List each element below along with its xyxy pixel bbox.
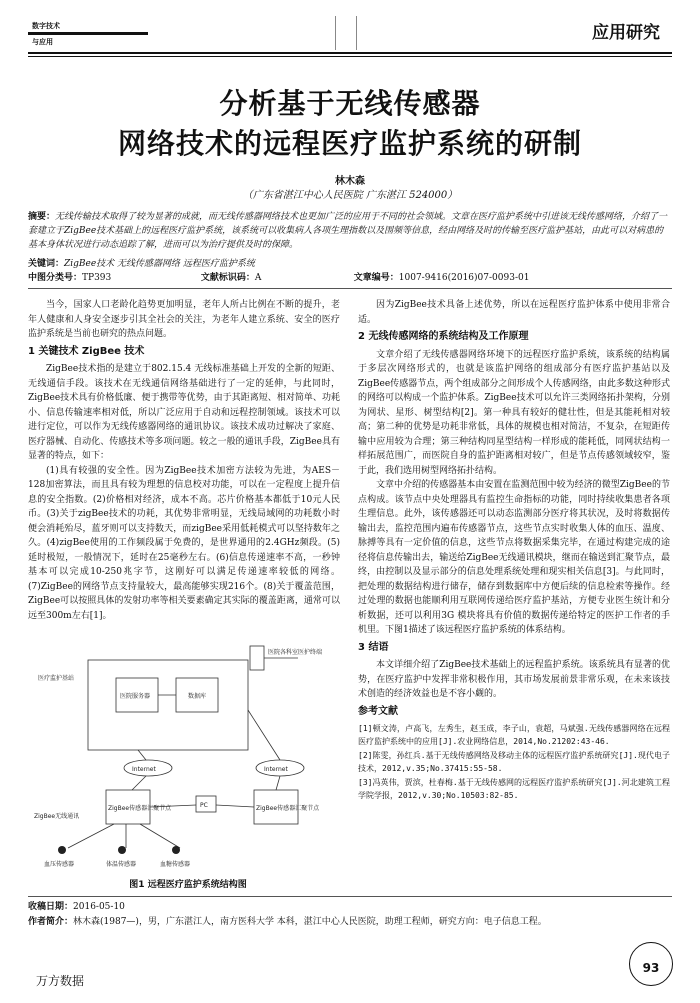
abstract-label: 摘要：	[28, 212, 56, 222]
bio-line	[28, 915, 547, 930]
title-line-2: 网络技术的远程医疗监护系统的研制	[117, 127, 582, 160]
affiliation: （广东省湛江中心人民医院 广东湛江 524000）	[242, 190, 458, 201]
sensor-dot-1	[58, 846, 66, 854]
label-sensor-2: 体温传感器	[106, 861, 137, 868]
section-2-paragraph-1: 文章介绍了无线传感器网络环境下的远程医疗监护系统，该系统的结构属于多层次网络形式的，也就是该监护网络的组成部分有医疗监护基站以及ZigBee传感器节点，两个组成部分之间形成个人传感网络，由此多数这种形式的网络可以构成一个监护体系。ZigBee技术可以允许三类网络拓扑架构，分别为网状、星形、树型结构[2]。第一种具有较好的健壮性，但是其能耗相对较高；第二种的优势是功耗非常低，具体的规模也相对简洁，不复杂，在短距传输中应用较为合理；第三种结构同星型结构一样形成的能耗低，同网状结构一样拓展范围广，而医院自身的监护距离相对较广，但是节点传感领域较窄，鉴于此，我们选用树型网络拓扑结构。	[358, 349, 670, 476]
label-internet-2: Internet	[264, 766, 288, 773]
sensor-dot-2	[118, 846, 126, 854]
station-box	[88, 660, 248, 750]
bio-label: 作者简介：	[28, 917, 74, 927]
section-1-paragraph-1: ZigBee技术指的是建立于802.15.4 无线标准基础上开发的全新的短距、无线通信手段。该技术在无线通信网络基础进行了一定的延伸，与此同时，ZigBee技术具有价格低廉、便于携带等优势，由于其距离短、相对简单、功耗小、信息传输速率相对低，所以广泛应用于自动和远程控制领域。该技术可以进行定位，可以作为无线传感器网络的通讯协议。该技术成功过解决了家庭、医疗器械、自动化、传感技术等多项问题。较之一般的通讯手段，ZigBee具有显著的特点，如下：	[28, 364, 340, 461]
figure-1	[28, 640, 348, 875]
journal-logo	[28, 20, 148, 47]
keywords	[28, 256, 255, 269]
link-sensor3	[140, 824, 180, 848]
section-3-paragraph: 本文详细介绍了ZigBee技术基础上的远程监护系统。该系统具有显著的优势，在医疗监护中发挥非常积极作用，其市场发展前景非常乐观，在未来该技术创造的经济效益也是不容小觑的。	[358, 660, 670, 699]
section-2-paragraph-2: 文章中介绍的传感器基本由安置在监测范围中较为经济的微型ZigBee的节点构成。该节点中央处理器具有监控生命指标的功能，同时持续收集患者各项生理信息。此外，该传感器还可以动态监测部分医疗将其状况，及时将数据传输出去，监控范围内遍布传感器节点，这些节点实时收集人体的血压、温度、脉搏等具有一定价值的信息，这些节点将数据采集完毕，在通过构建完成的途径将信息传输出去，输送给ZigBee无线通讯模块，继而在输送到汇聚节点，最终，由控制以及显示部分的信息处理系统处理和现实相关信息[3]。与此同时，把处理的数据结构进行储存，储存到数据库中方便后续的信息检索等操作。经过处理的数据也能顺利用互联网传递给医疗监护基站，方便专业医生统计和分析数据，还可以利用3G 模块将具有价值的数据传递给特定的医护工作者的手机里。下图1描述了该远程医疗监护系统的体系结构。	[358, 480, 670, 635]
article-value: 1007-9416(2016)07-0093-01	[398, 273, 530, 283]
clc-label: 中图分类号：	[28, 273, 83, 283]
phone-shape	[250, 646, 264, 670]
journal-name-line1: 数字技术	[32, 21, 60, 30]
link-pc-node2	[216, 805, 254, 807]
reference-item: [1]顿文涛，卢高飞，左秀生，赵玉成，李子山，袁超，马斌强.无线传感器网络在远程医疗监护系统中的应用[J].农业网络信息，2014,No.21202:43-46.	[358, 724, 670, 746]
footnote	[28, 900, 547, 930]
architecture-diagram	[28, 640, 348, 875]
page-number: 93	[629, 942, 673, 986]
header-rule	[28, 52, 672, 54]
right-column	[358, 298, 670, 803]
header-divider	[335, 16, 357, 50]
article-label: 文章编号：	[353, 273, 399, 283]
sensor-dot-3	[172, 846, 180, 854]
intro-paragraph: 当今，国家人口老龄化趋势更加明显，老年人所占比例在不断的提升，老年人健康和人身安全逐步引其全社会的关注，为老年人建立系统、安全的医疗监护系统是当前也研究的热点问题。	[28, 300, 340, 339]
author: 林木森	[335, 176, 365, 187]
journal-rule	[28, 32, 148, 35]
title-line-1: 分析基于无线传感器	[219, 87, 481, 120]
link-internet-node1	[132, 776, 146, 790]
keywords-label: 关键词：	[28, 259, 65, 269]
link-station-internet	[138, 750, 146, 760]
link-station-internet2	[248, 710, 280, 760]
label-node-2: ZigBee传感器汇聚节点	[256, 805, 320, 812]
watermark-text: 万方数据	[36, 974, 85, 988]
clc-value: TP393	[82, 273, 112, 283]
link-internet-node2	[276, 776, 280, 790]
received-label: 收稿日期：	[28, 902, 74, 912]
link-sensor1	[68, 824, 114, 848]
label-wireless: ZigBee无线通讯	[34, 813, 80, 820]
reference-item: [2]陈雯，孙红兵.基于无线传感网络及移动主体的远程医疗监护系统研究[J].现代电子技术，2012,v.35;No.37415:55-58.	[358, 751, 670, 773]
label-sensor-1: 血压传感器	[44, 861, 75, 868]
bio-text: 林木森(1987—)，男，广东湛江人，南方医科大学 本科，湛江中心人民医院，助理工程师，研究方向：电子信息工程。	[73, 917, 547, 927]
label-db: 数据库	[188, 693, 207, 700]
left-column	[28, 298, 340, 623]
header-rule-thin	[28, 56, 672, 57]
keywords-text: ZigBee技术 无线传感器网络 远程医疗监护系统	[64, 259, 255, 269]
references-list	[358, 722, 670, 802]
label-internet-1: Internet	[132, 766, 156, 773]
footer-rule	[28, 896, 672, 897]
received-line	[28, 900, 547, 915]
journal-name-line2: 与应用	[32, 37, 53, 46]
reference-item: [3]冯英伟，贾滨，杜春梅.基于无线传感网的远程医疗监护系统研究[J].河北建筑工程学院学报，2012,v.30;No.10503:82-85.	[358, 778, 670, 800]
label-sensor-3: 血糖传感器	[160, 861, 191, 868]
section-label: 应用研究	[592, 23, 660, 43]
abstract	[28, 210, 668, 252]
label-station: 医疗监护基站	[38, 675, 75, 682]
label-server: 医院服务器	[120, 693, 151, 700]
references-heading: 参考文献	[358, 705, 398, 717]
doc-value: A	[254, 273, 262, 283]
right-intro-paragraph: 因为ZigBee技术具备上述优势，所以在远程医疗监护体系中使用非常合适。	[358, 300, 670, 325]
received-date: 2016-05-10	[73, 902, 125, 912]
label-node-1: ZigBee传感器汇聚节点	[108, 805, 172, 812]
doc-label: 文献标识码：	[200, 273, 255, 283]
section-2-heading: 2 无线传感网络的系统结构及工作原理	[358, 331, 529, 342]
classification	[28, 270, 668, 283]
abstract-rule	[28, 288, 672, 289]
abstract-text: 无线传输技术取得了较为显著的成就，而无线传感器网络技术也更加广泛的应用于不同的社会领域。文章在医疗监护系统中引进该无线传感网络，介绍了一套建立于ZigBee技术基础上的远程医疗监护系统，该系统可以收集病人各项生理指数以及围频等信息，经由网络及时的传输至医疗监护基站，由此可以对病患的基本身体状况进行动态追踪了解，进而可以为治疗提供及时的保障。	[28, 212, 668, 250]
section-3-heading: 3 结语	[358, 641, 389, 653]
section-1-heading: 1 关键技术 ZigBee 技术	[28, 345, 145, 357]
figure-caption: 图1 远程医疗监护系统结构图	[129, 880, 247, 890]
section-1-paragraph-2: (1)具有较强的安全性。因为ZigBee技术加密方法较为先进，为AES－128加密算法，而且具有较为理想的信息校对功能，可以在一定程度上提升信息的安全指数。(2)价格相对经济，成本不高。芯片价格基本都低于10元人民币。(3)关于zigBee技术的功耗，其优势非常明显，无线局域网的功耗数小时便会消耗殆尽，蓝牙则可以支持数天，而zigBee采用低耗模式可以坚持数年之久。(4)zigBee使用的工作频段属于免费的，是世界通用的2.4GHz频段。(5)延时极短，一般情况下，延时在25毫秒左右。(6)信息传递速率不高，一秒钟基本可以完成10-250兆字节，这刚好可以满足传递速率较低的网络。(7)ZigBee的网络节点支持量较大，最高能够实现216个。(8)关于覆盖范围，ZigBee可以按照具体的发射功率等相关要素确定其实际的覆盖距离，通常可以远至300m左右[1]。	[28, 465, 340, 621]
label-phone: 医院各科室医护终端	[268, 649, 323, 656]
label-pc: PC	[200, 802, 208, 809]
